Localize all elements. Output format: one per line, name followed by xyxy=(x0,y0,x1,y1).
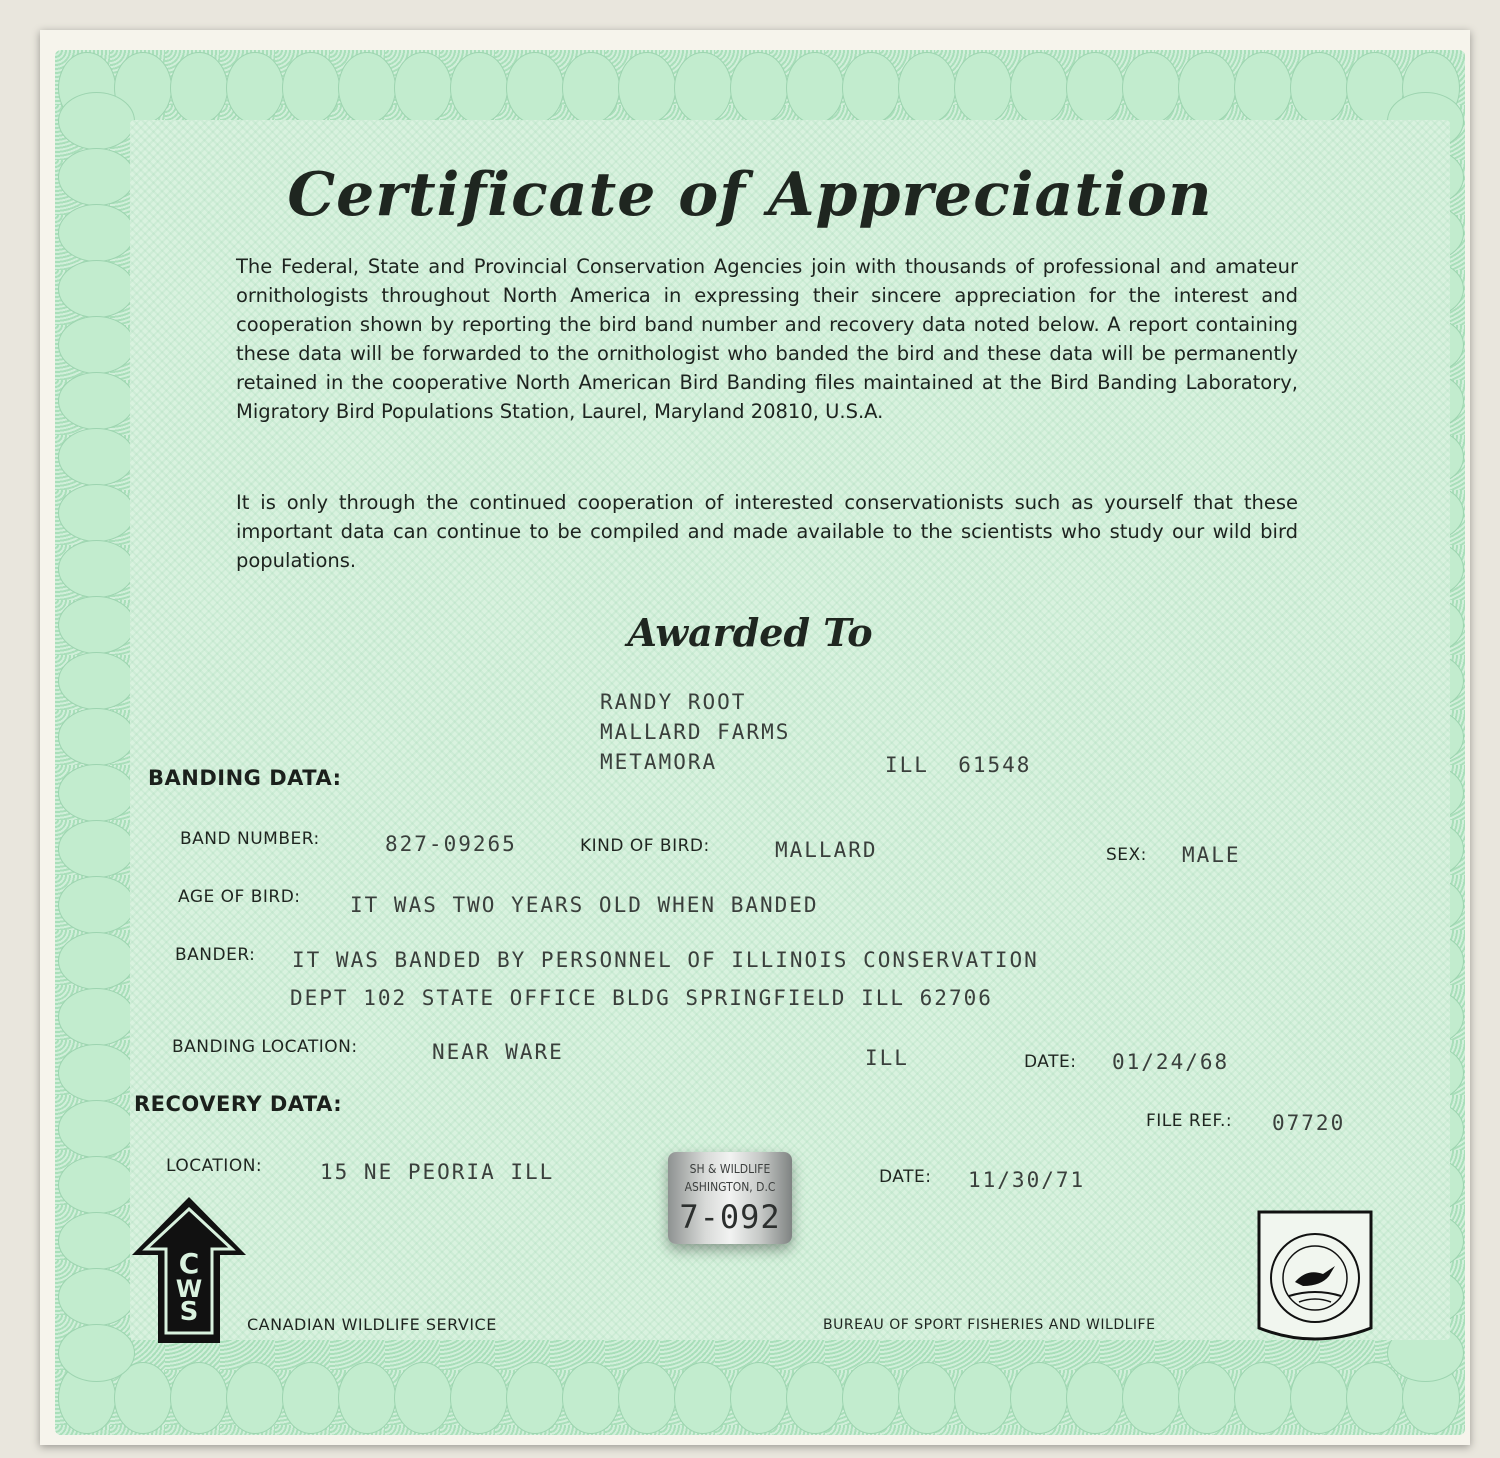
scallop xyxy=(618,52,676,124)
band-number-label: BAND NUMBER: xyxy=(180,829,320,849)
scallop xyxy=(898,1362,956,1434)
scallop xyxy=(506,52,564,124)
scallop xyxy=(842,1362,900,1434)
banding-date-label: DATE: xyxy=(1024,1052,1077,1072)
banding-location-state: ILL xyxy=(865,1046,909,1070)
scallop xyxy=(450,52,508,124)
cws-arrow-icon xyxy=(130,1195,248,1345)
band-ring-number: 7-092 xyxy=(679,1198,781,1236)
scallop xyxy=(1178,52,1236,124)
recovery-location-value: 15 NE PEORIA ILL xyxy=(320,1160,555,1184)
recipient-state-zip: ILL 61548 xyxy=(885,753,1032,777)
scallop xyxy=(58,540,135,598)
scallop xyxy=(954,1362,1012,1434)
age-of-bird-value: IT WAS TWO YEARS OLD WHEN BANDED xyxy=(350,893,819,917)
recovery-date-label: DATE: xyxy=(879,1167,932,1187)
scallop xyxy=(338,1362,396,1434)
scallop xyxy=(170,52,228,124)
sex-value: MALE xyxy=(1182,843,1241,867)
scallop xyxy=(394,1362,452,1434)
scallop xyxy=(58,1268,135,1326)
recovery-location-label: LOCATION: xyxy=(166,1156,263,1176)
band-ring-text-2: ASHINGTON, D.C xyxy=(684,1180,776,1194)
scallop xyxy=(730,52,788,124)
recovery-data-heading: RECOVERY DATA: xyxy=(134,1092,343,1116)
bureau-label: BUREAU OF SPORT FISHERIES AND WILDLIFE xyxy=(823,1317,1156,1333)
bander-label: BANDER: xyxy=(175,945,256,965)
recipient-line2: MALLARD FARMS xyxy=(600,720,791,744)
recipient-city: METAMORA xyxy=(600,750,718,774)
recipient-name: RANDY ROOT xyxy=(600,690,747,714)
seal-duck-icon xyxy=(1255,1210,1375,1345)
scallop xyxy=(394,52,452,124)
scallop xyxy=(58,1156,135,1214)
scallop xyxy=(58,764,135,822)
bander-line1: IT WAS BANDED BY PERSONNEL OF ILLINOIS CONSERVATION xyxy=(292,948,1039,972)
closing-paragraph: It is only through the continued cooperation of interested conservationists such as yourself that these important data can continue to be compiled and made available to the scientists who study our wild bird populations. xyxy=(236,491,1298,572)
scallop xyxy=(282,52,340,124)
scallop xyxy=(562,52,620,124)
scallop xyxy=(1122,1362,1180,1434)
scallop xyxy=(730,1362,788,1434)
scallop xyxy=(58,92,135,150)
scallop xyxy=(1066,1362,1124,1434)
banding-location-label: BANDING LOCATION: xyxy=(172,1037,358,1057)
age-of-bird-label: AGE OF BIRD: xyxy=(178,887,301,907)
scallop xyxy=(1234,52,1292,124)
scallop xyxy=(1290,1362,1348,1434)
kind-of-bird-value: MALLARD xyxy=(775,838,878,862)
scallop xyxy=(226,52,284,124)
banding-data-heading: BANDING DATA: xyxy=(148,766,342,790)
scallop xyxy=(58,652,135,710)
scallop xyxy=(898,52,956,124)
scallop xyxy=(282,1362,340,1434)
certificate-title: Certificate of Appreciation xyxy=(287,160,1213,230)
scallop xyxy=(562,1362,620,1434)
scallop xyxy=(1234,1362,1292,1434)
cws-logo xyxy=(130,1195,248,1345)
scallop xyxy=(170,1362,228,1434)
scallop xyxy=(58,820,135,878)
scallop xyxy=(58,1212,135,1270)
scallop xyxy=(1066,52,1124,124)
scallop xyxy=(58,428,135,486)
sex-label: SEX: xyxy=(1106,845,1147,865)
scallop xyxy=(506,1362,564,1434)
scallop xyxy=(338,52,396,124)
band-ring-text-1: SH & WILDLIFE xyxy=(689,1162,771,1176)
scallop xyxy=(1010,52,1068,124)
scallop xyxy=(58,1100,135,1158)
scallop xyxy=(58,932,135,990)
svg-text:S: S xyxy=(179,1297,199,1327)
scallop xyxy=(58,260,135,318)
scallop xyxy=(1346,1362,1404,1434)
kind-of-bird-label: KIND OF BIRD: xyxy=(580,836,710,856)
scallop xyxy=(674,52,732,124)
banding-location-value: NEAR WARE xyxy=(432,1040,564,1064)
svg-text:C: C xyxy=(178,1247,200,1280)
scallop xyxy=(954,52,1012,124)
awarded-to-heading: Awarded To xyxy=(627,610,873,655)
scallop xyxy=(674,1362,732,1434)
scallop xyxy=(1010,1362,1068,1434)
scallop xyxy=(58,372,135,430)
bander-line2: DEPT 102 STATE OFFICE BLDG SPRINGFIELD ILL 62706 xyxy=(290,986,993,1010)
scallop xyxy=(786,52,844,124)
band-number-value: 827-09265 xyxy=(385,832,517,856)
intro-paragraph: The Federal, State and Provincial Conservation Agencies join with thousands of professional and amateur ornithologists throughout North America in expressing their sincere appreciation for the interest and cooperation shown by reporting the bird band number and recovery data noted below. A report containing these data will be forwarded to the ornithologist who banded the bird and these data will be permanently retained in the cooperative North American Bird Banding files maintained at the Bird Banding Laboratory, Migratory Bird Populations Station, Laurel, Maryland 20810, U.S.A. xyxy=(236,255,1298,423)
fish-wildlife-seal xyxy=(1255,1210,1375,1345)
scallop xyxy=(450,1362,508,1434)
scallop xyxy=(226,1362,284,1434)
bird-band-ring xyxy=(668,1152,792,1244)
scallop xyxy=(842,52,900,124)
scallop xyxy=(786,1362,844,1434)
scallop xyxy=(58,1324,135,1382)
scallop xyxy=(58,484,135,542)
scallop xyxy=(1122,52,1180,124)
scallop xyxy=(1178,1362,1236,1434)
file-ref-value: 07720 xyxy=(1272,1111,1346,1135)
canadian-wildlife-service-label: CANADIAN WILDLIFE SERVICE xyxy=(247,1315,497,1334)
scallop xyxy=(58,876,135,934)
recovery-date-value: 11/30/71 xyxy=(968,1168,1086,1192)
file-ref-label: FILE REF.: xyxy=(1146,1111,1233,1131)
scallop xyxy=(1290,52,1348,124)
scallop xyxy=(618,1362,676,1434)
scallop xyxy=(58,708,135,766)
scallop xyxy=(58,1044,135,1102)
banding-date-value: 01/24/68 xyxy=(1112,1050,1230,1074)
scallop xyxy=(58,988,135,1046)
scallop xyxy=(58,316,135,374)
svg-text:W: W xyxy=(175,1275,203,1303)
